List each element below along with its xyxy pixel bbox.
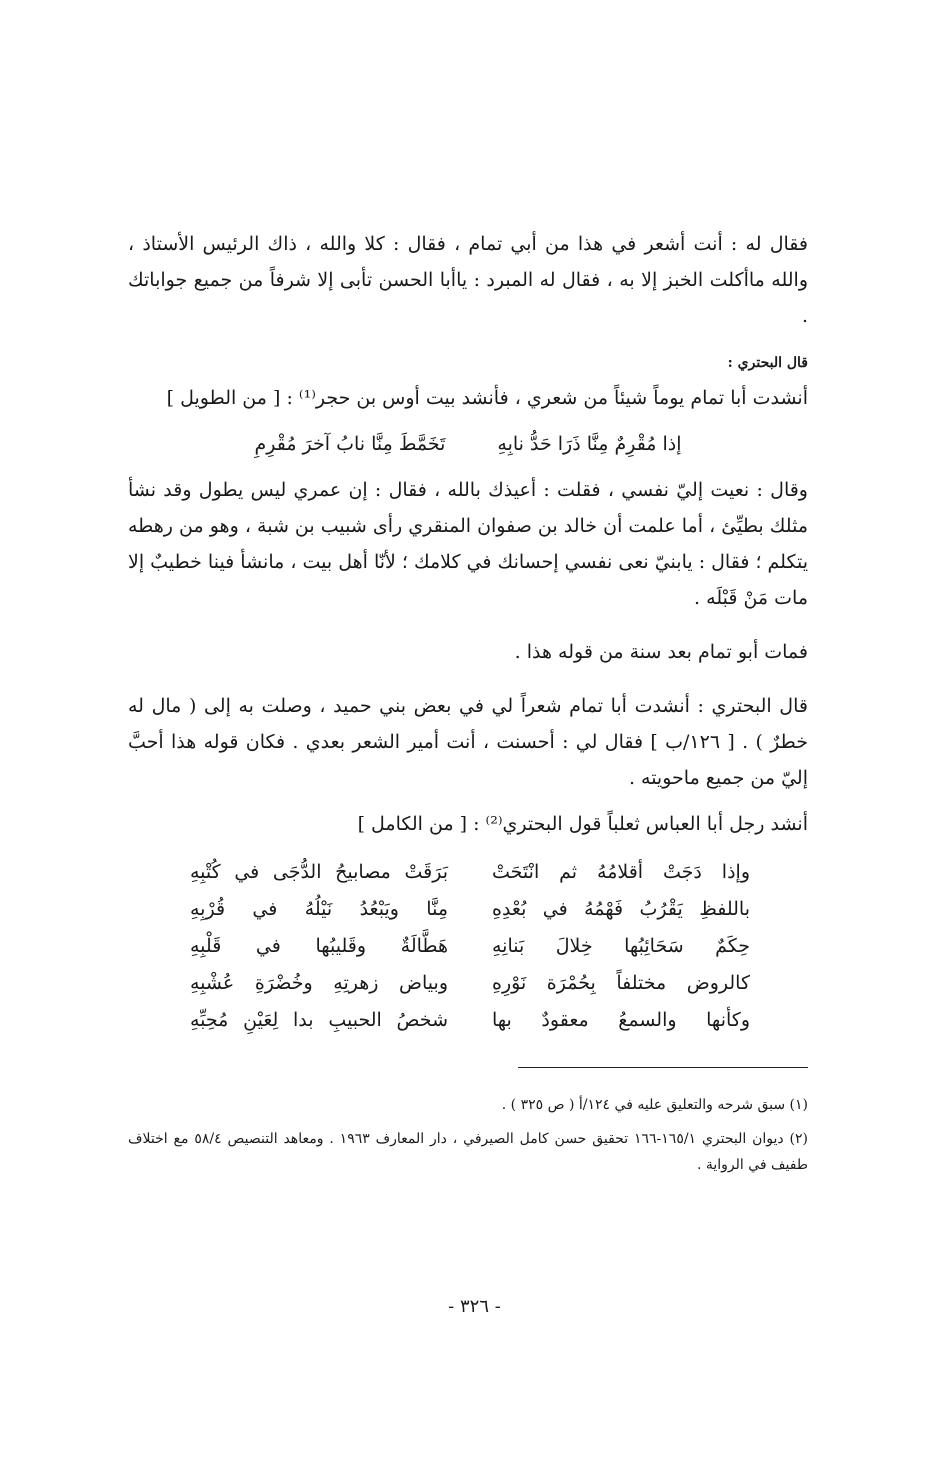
verse-first-hemistich: إذا مُقْرِمٌ مِنَّا ذَرَا حَدُّ نابِهِ xyxy=(497,433,682,455)
footnote-1: (١) سبق شرحه والتعليق عليه في ١٢٤/أ ( ص ٣٢٥ ) . xyxy=(501,1097,808,1113)
paragraph-2: أنشدت أبا تمام يوماً شيئاً من شعري ، فأنشد بيت أوس بن حجر⁽¹⁾ : [ من الطويل ] xyxy=(166,387,808,409)
poem-verse xyxy=(190,965,750,1002)
footnote-2: (٢) ديوان البحتري ١٦٥/١-١٦٦ تحقيق حسن كامل الصيرفي ، دار المعارف ١٩٦٣ . ومعاهد التنصيص ٥٨/٤ مع اختلاف طفيف في الرواية . xyxy=(128,1131,808,1173)
footnotes xyxy=(128,1092,808,1178)
paragraph-5: قال البحتري : أنشدت أبا تمام شعراً لي في بعض بني حميد ، وصلت به إلى ( مال له خطرٌ ) . [ ١٢٦/ب ] فقال لي : أحسنت ، أنت أمير الشعر بعدي . فكان قوله هذا أحبَّ إليّ من جميع ماحويته . xyxy=(128,695,809,789)
poem-verse xyxy=(190,854,750,891)
page-body xyxy=(128,226,808,1186)
paragraph-3: وقال : نعيت إليّ نفسي ، فقلت : أعيذك بالله ، فقال : إن عمري ليس يطول وقد نشأ مثلك بطيِّئ ، أما علمت أن خالد بن صفوان المنقري رأى شبيب بن شبة ، وهو من رهطه يتكلم ؛ فقال : يابنيّ نعى نفسي إحسانك في كلامك ؛ لأنّا أهل بيت ، مانشأ فينا خطيبٌ إلا مات مَنْ قَبْلَه . xyxy=(128,479,808,609)
poem-second-hemistich: هَطَّالَةٌ وقَليبُها في قَلْبِهِ xyxy=(190,935,448,957)
paragraph-1: فقال له : أنت أشعر في هذا من أبي تمام ، فقال : كلا والله ، ذاك الرئيس الأستاذ ، والله ماأكلت الخبز إلا به ، فقال له المبرد : ياأبا الحسن تأبى إلا شرفاً من جميع جواباتك . xyxy=(128,233,808,327)
poem-verse xyxy=(190,891,750,928)
verse-second-hemistich: تَخَمَّطَ مِنَّا نابُ آخرَ مُقْرِمِ xyxy=(254,433,446,455)
poem-bohtori xyxy=(190,854,750,1039)
footnote-divider xyxy=(518,1067,808,1068)
paragraph-6: أنشد رجل أبا العباس ثعلباً قول البحتري⁽²⁾ : [ من الكامل ] xyxy=(357,813,808,835)
poem-first-hemistich: باللفظِ يَقْرُبُ فَهْمُهُ في بُعْدِهِ xyxy=(492,898,750,920)
poem-verse xyxy=(190,928,750,965)
poem-first-hemistich: وإذا دَجَتْ أقلامُهُ ثم انْتَحَتْ xyxy=(492,861,750,883)
poem-verse xyxy=(190,1002,750,1039)
poem-first-hemistich: حِكَمٌ سَحَائِبُها خِلالَ بَنانِهِ xyxy=(492,935,750,957)
poem-second-hemistich: شخصُ الحبيبِ بدا لِعَيْنِ مُحِبِّهِ xyxy=(190,1009,448,1031)
verse-aws-bin-hajar xyxy=(128,426,808,462)
poem-second-hemistich: بَرَقَتْ مصابيحُ الدُّجَى في كُتْبِهِ xyxy=(190,861,448,883)
page-number: - ٣٢٦ - xyxy=(448,1296,501,1317)
paragraph-4: فمات أبو تمام بعد سنة من قوله هذا . xyxy=(514,641,808,663)
section-heading: قال البحتري : xyxy=(727,355,808,371)
poem-second-hemistich: مِنَّا ويَبْعُدُ نَيْلُهُ في قُرْبِهِ xyxy=(190,898,448,920)
poem-first-hemistich: وكأنها والسمعُ معقودٌ بها xyxy=(492,1009,750,1031)
poem-first-hemistich: كالروض مختلفاً بِحُمْرَة نَوْرِهِ xyxy=(492,972,750,994)
poem-second-hemistich: وبياض زهرتِهِ وخُضْرَةِ عُشْبِهِ xyxy=(190,972,448,994)
